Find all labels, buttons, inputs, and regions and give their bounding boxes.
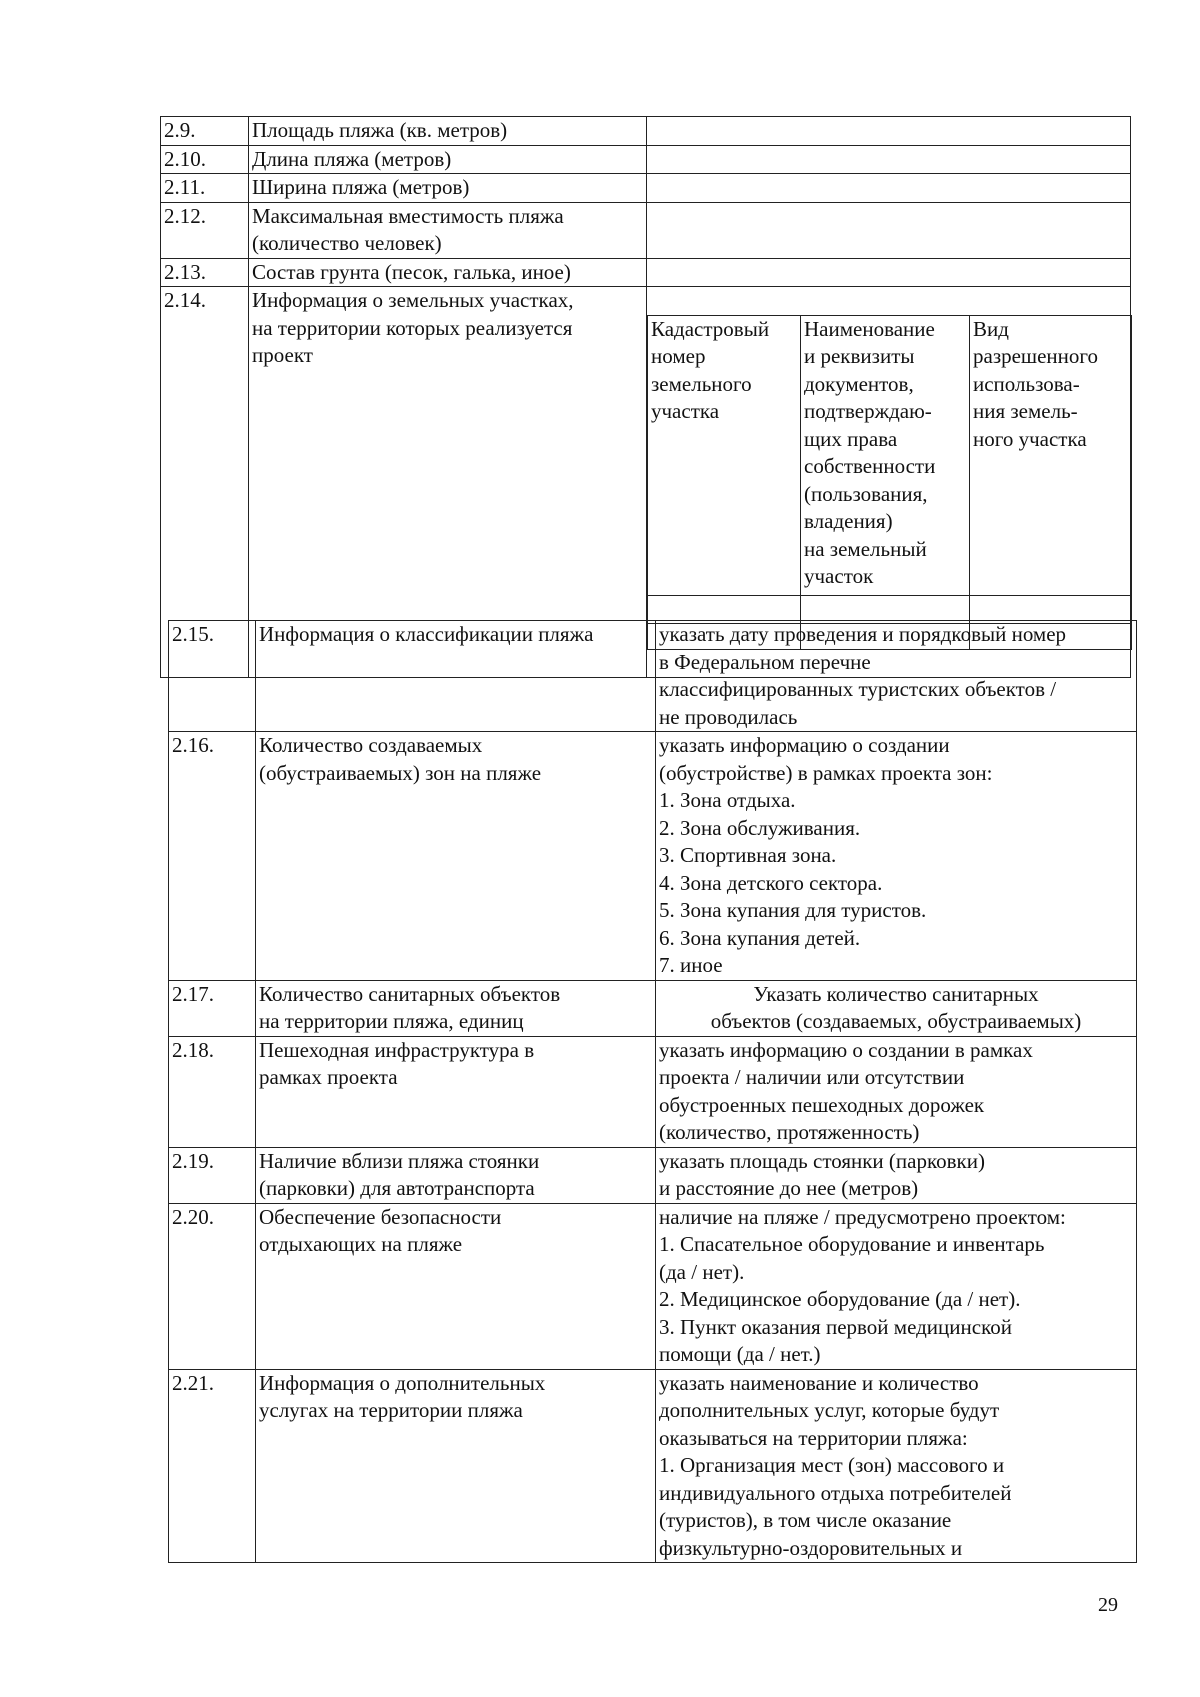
table-row xyxy=(169,1369,1137,1563)
cadastral-number-header: Кадастровый номер земельного участка xyxy=(648,315,801,595)
row-label: Информация о дополнительных услугах на территории пляжа xyxy=(256,1369,656,1563)
row-number: 2.18. xyxy=(169,1036,256,1147)
row-value-empty xyxy=(647,174,1131,203)
row-number: 2.12. xyxy=(161,202,249,258)
row-label: Наличие вблизи пляжа стоянки (парковки) для автотранспорта xyxy=(256,1147,656,1203)
permitted-use-header: Вид разрешенного использова- ния земель- ного участка xyxy=(970,315,1132,595)
row-value: указать дату проведения и порядковый номер в Федеральном перечне классифицированных туристских объектов / не проводилась xyxy=(656,621,1137,732)
row-label: Пешеходная инфраструктура в рамках проекта xyxy=(256,1036,656,1147)
row-value-empty xyxy=(647,202,1131,258)
row-number: 2.15. xyxy=(169,621,256,732)
row-number: 2.16. xyxy=(169,732,256,981)
row-value: наличие на пляже / предусмотрено проектом: 1. Спасательное оборудование и инвентарь (да / нет). 2. Медицинское оборудование (да / нет). 3. Пункт оказания первой медицинской помощи (да / нет.) xyxy=(656,1203,1137,1369)
table-row xyxy=(169,621,1137,732)
row-number: 2.13. xyxy=(161,258,249,287)
row-label: Длина пляжа (метров) xyxy=(249,145,647,174)
row-value: указать информацию о создании в рамках проекта / наличии или отсутствии обустроенных пешеходных дорожек (количество, протяженность) xyxy=(656,1036,1137,1147)
table-row xyxy=(161,117,1131,146)
row-number: 2.21. xyxy=(169,1369,256,1563)
row-value: указать информацию о создании (обустройстве) в рамках проекта зон: 1. Зона отдыха. 2. Зона обслуживания. 3. Спортивная зона. 4. Зона детского сектора. 5. Зона купания для туристов. 6. Зона купания детей. 7. иное xyxy=(656,732,1137,981)
row-label: Состав грунта (песок, галька, иное) xyxy=(249,258,647,287)
row-label: Количество создаваемых (обустраиваемых) зон на пляже xyxy=(256,732,656,981)
row-value-empty xyxy=(647,258,1131,287)
subtable-empty-row xyxy=(648,595,1132,623)
table-row xyxy=(161,174,1131,203)
row-label: Обеспечение безопасности отдыхающих на пляже xyxy=(256,1203,656,1369)
upper-table xyxy=(160,116,1131,678)
row-number: 2.11. xyxy=(161,174,249,203)
table-row xyxy=(169,980,1137,1036)
table-row-land-plots xyxy=(161,287,1131,678)
subtable-header-row xyxy=(648,315,1132,595)
ownership-documents-header: Наименование и реквизиты документов, подтверждаю- щих права собственности (пользования, владения) на земельный участок xyxy=(801,315,970,595)
row-label: Площадь пляжа (кв. метров) xyxy=(249,117,647,146)
lower-table xyxy=(168,620,1137,1563)
table-row xyxy=(161,145,1131,174)
row-number: 2.20. xyxy=(169,1203,256,1369)
row-label: Количество санитарных объектов на территории пляжа, единиц xyxy=(256,980,656,1036)
table-row xyxy=(169,1147,1137,1203)
row-label: Информация о земельных участках, на территории которых реализуется проект xyxy=(249,287,647,678)
row-number: 2.17. xyxy=(169,980,256,1036)
row-number: 2.14. xyxy=(161,287,249,678)
row-value: указать наименование и количество дополнительных услуг, которые будут оказываться на территории пляжа: 1. Организация мест (зон) массового и индивидуального отдыха потребителей (туристов), в том числе оказание физкультурно-оздоровительных и xyxy=(656,1369,1137,1563)
row-value: указать площадь стоянки (парковки) и расстояние до нее (метров) xyxy=(656,1147,1137,1203)
row-number: 2.19. xyxy=(169,1147,256,1203)
row-number: 2.10. xyxy=(161,145,249,174)
row-label: Максимальная вместимость пляжа (количество человек) xyxy=(249,202,647,258)
row-value-empty xyxy=(647,145,1131,174)
row-value-empty xyxy=(647,117,1131,146)
row-label: Ширина пляжа (метров) xyxy=(249,174,647,203)
table-row xyxy=(169,732,1137,981)
row-number: 2.9. xyxy=(161,117,249,146)
table-row xyxy=(169,1036,1137,1147)
table-row xyxy=(161,202,1131,258)
land-plots-subtable xyxy=(647,315,1132,650)
land-plots-subtable-cell xyxy=(647,287,1131,678)
table-row xyxy=(169,1203,1137,1369)
table-row xyxy=(161,258,1131,287)
row-value: Указать количество санитарных объектов (создаваемых, обустраиваемых) xyxy=(656,980,1137,1036)
page-number: 29 xyxy=(1098,1594,1118,1616)
row-label: Информация о классификации пляжа xyxy=(256,621,656,732)
